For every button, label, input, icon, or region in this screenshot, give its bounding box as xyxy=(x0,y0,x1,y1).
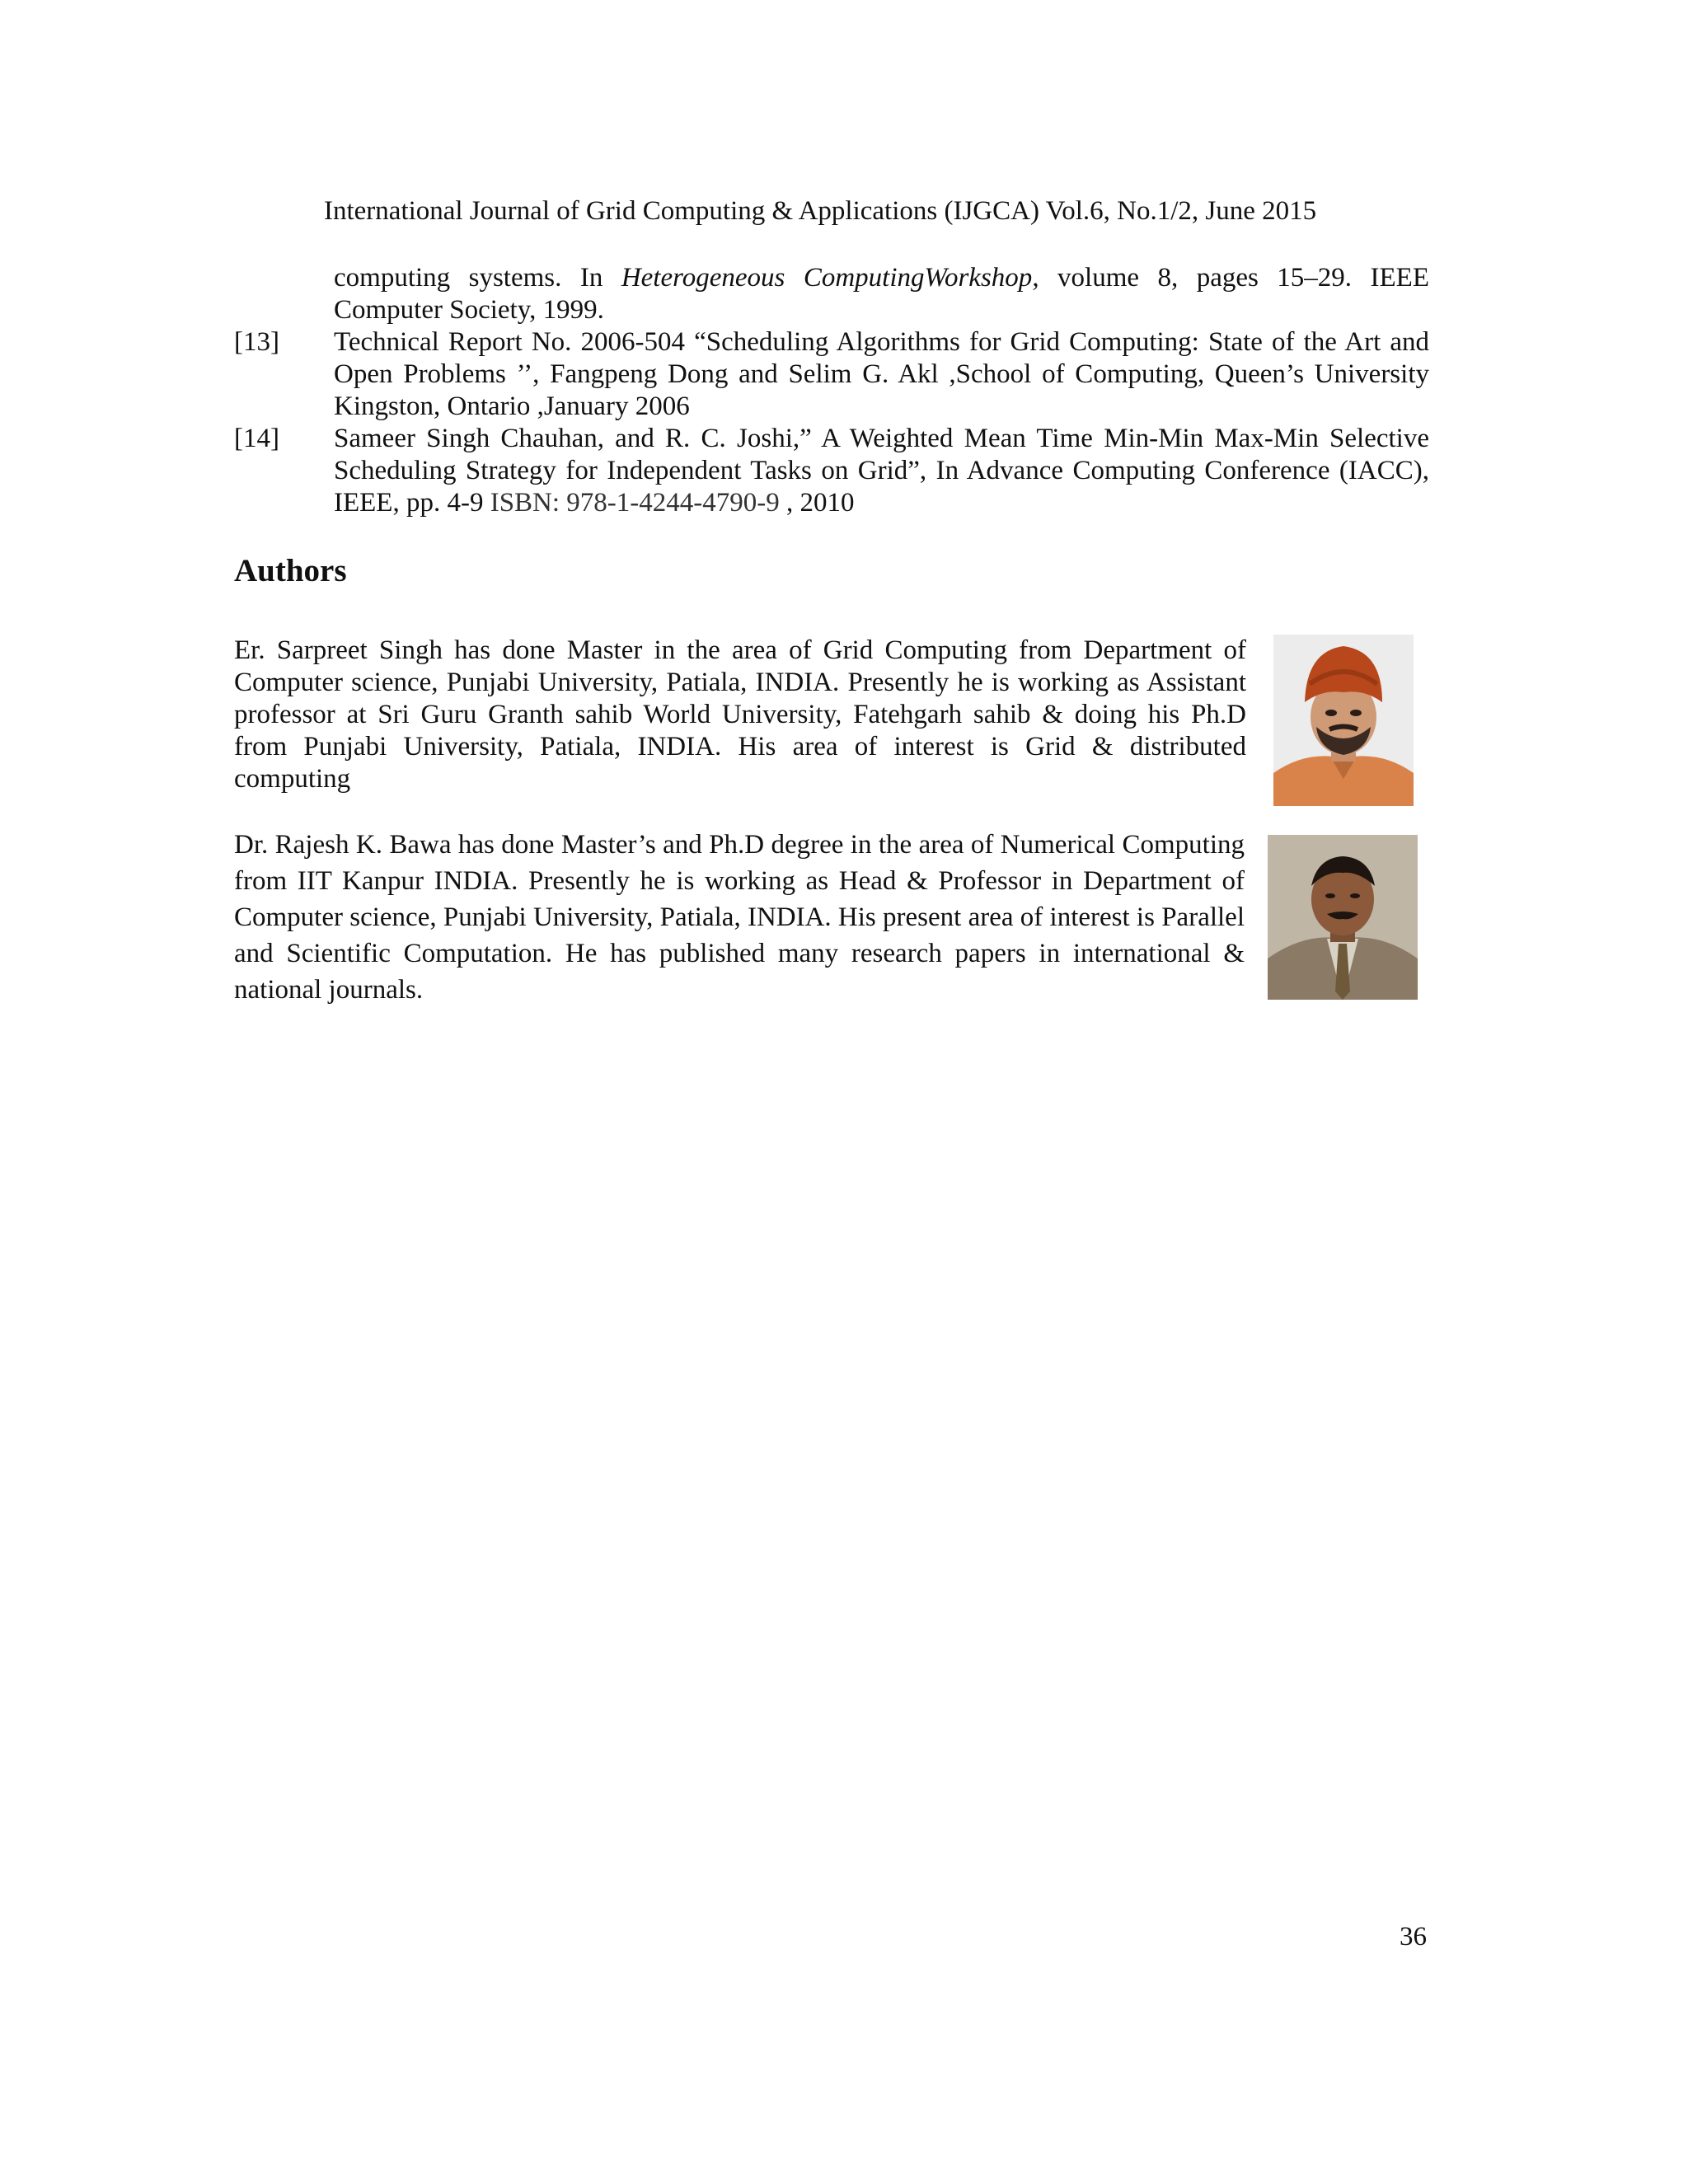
author-bio-rajesh-bawa: Dr. Rajesh K. Bawa has done Master’s and Ph.D degree in the area of Numerical Computing from IIT Kanpur INDIA. Presently he is working as Head & Professor in Department of Computer science, Punjabi University, Patiala, INDIA. His present area of interest is Parallel and Scientific Computation. He has published many research papers in international & national journals. xyxy=(234,830,1245,1005)
page-number: 36 xyxy=(1400,1922,1427,1952)
reference-year: , 2010 xyxy=(779,488,855,518)
reference-text: Sameer Singh Chauhan, and R. C. Joshi,” A Weighted Mean Time Min-Min Max-Min Selective Scheduling Strategy for Independent Tasks on Grid”, In Advance Computing Conference (IACC), IEEE, pp. 4-9 xyxy=(334,424,1429,518)
author-photo-rajesh-bawa xyxy=(1268,835,1418,1000)
reference-isbn: ISBN: 978-1-4244-4790-9 xyxy=(490,488,780,518)
author-bio-sarpreet-singh: Er. Sarpreet Singh has done Master in the area of Grid Computing from Department of Computer science, Punjabi University, Patiala, INDIA. Presently he is working as Assistant professor at Sri Guru Granth sahib World University, Fatehgarh sahib & doing his Ph.D from Punjabi University, Patiala, INDIA. His area of interest is Grid & distributed computing xyxy=(234,635,1246,794)
reference-continuation xyxy=(234,262,1429,326)
references-list xyxy=(234,262,1429,519)
reference-continuation-prefix: computing systems. In xyxy=(334,263,621,293)
reference-text: Technical Report No. 2006-504 “Scheduling Algorithms for Grid Computing: State of the Art and Open Problems ’’, Fangpeng Dong and Selim G. Akl ,School of Computing, Queen’s University Kingston, Ontario ,January 2006 xyxy=(334,327,1429,421)
authors-heading: Authors xyxy=(234,553,347,588)
reference-number: [14] xyxy=(234,424,279,453)
author-photo-sarpreet-singh xyxy=(1273,635,1414,806)
reference-continuation-italic: Heterogeneous ComputingWorkshop xyxy=(621,263,1033,293)
reference-13 xyxy=(234,326,1429,423)
reference-continuation-suffix: , volume 8, pages 15–29. IEEE Computer Society, 1999. xyxy=(334,263,1429,325)
running-header: International Journal of Grid Computing & Applications (IJGCA) Vol.6, No.1/2, June 2015 xyxy=(324,196,1317,226)
reference-14 xyxy=(234,423,1429,519)
reference-number: [13] xyxy=(234,327,279,357)
